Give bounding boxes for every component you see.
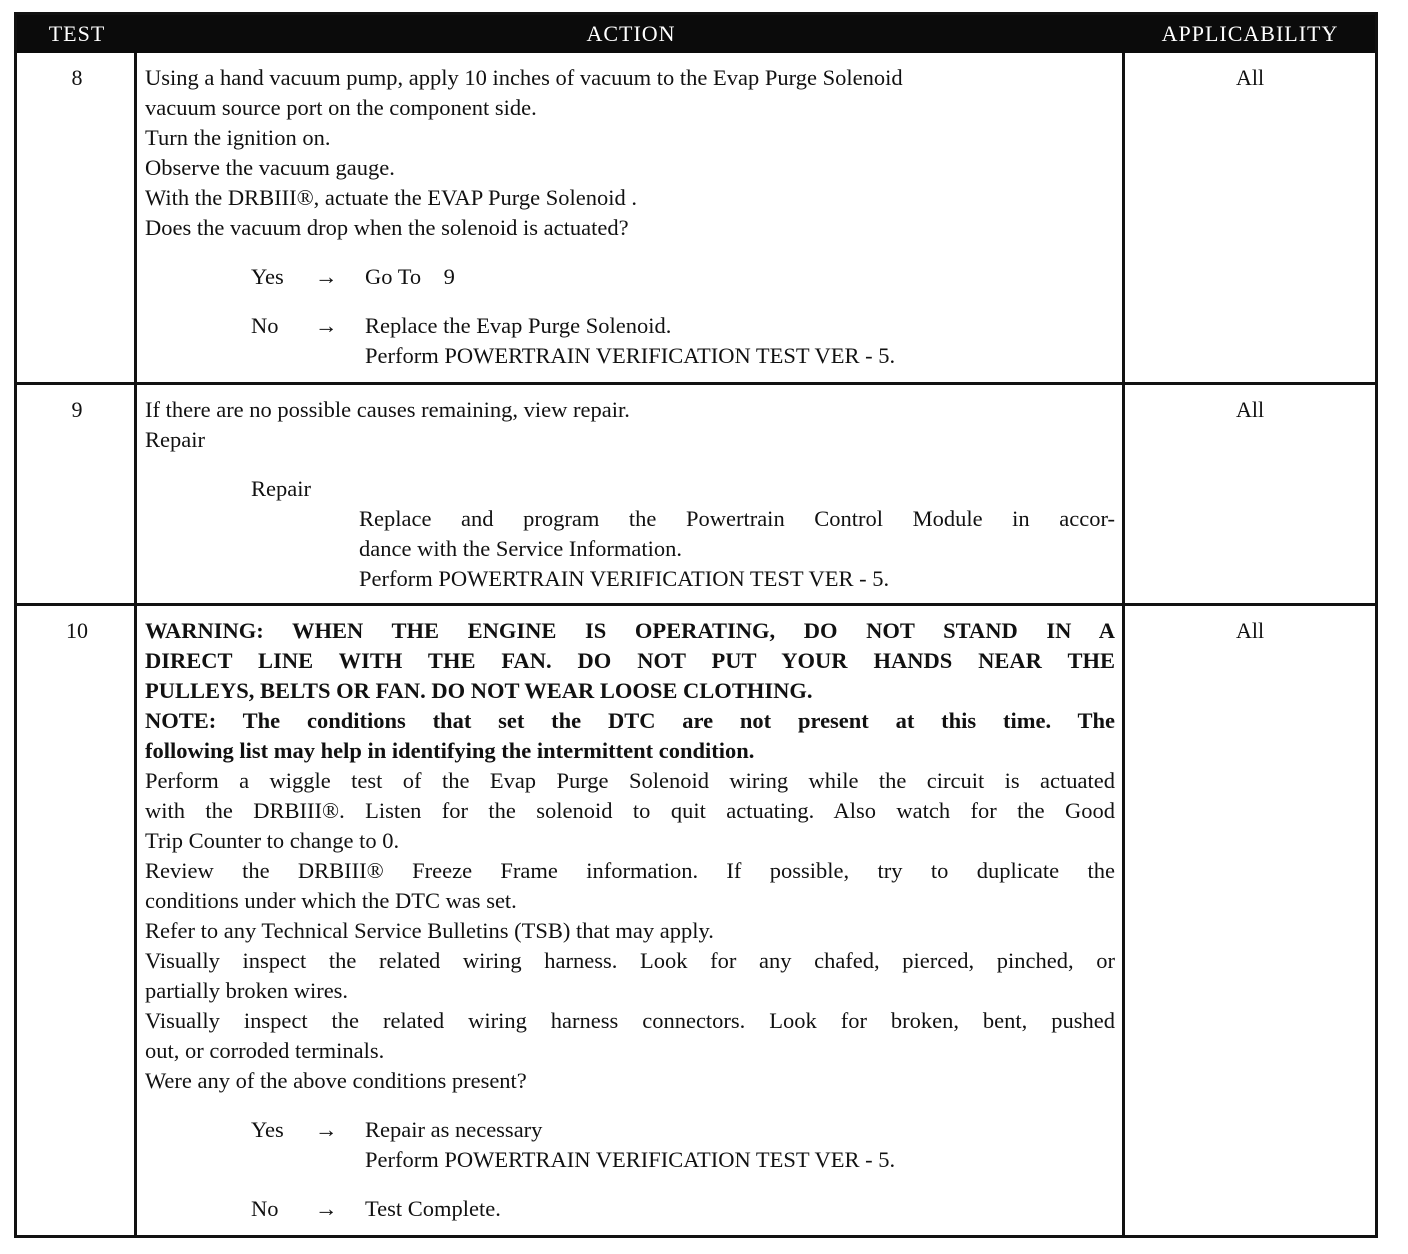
- action-line: Visually inspect the related wiring harness connectors. Look for broken, bent, pushed: [145, 1008, 1115, 1033]
- yes-branch: [145, 1115, 1115, 1145]
- column-divider: [134, 53, 137, 1235]
- repair-line: dance with the Service Information.: [359, 536, 683, 561]
- action-line: Visually inspect the related wiring harness. Look for any chafed, pierced, pinched, or: [145, 948, 1115, 973]
- test-row-9: [17, 385, 1375, 606]
- action-cell: [145, 63, 1115, 371]
- arrow-right-icon: →: [315, 313, 338, 338]
- applicability-value: All: [1235, 65, 1265, 90]
- note-line: following list may help in identifying the intermittent condition.: [145, 738, 755, 763]
- diagnostic-table: [14, 12, 1378, 1238]
- warning-line: PULLEYS, BELTS OR FAN. DO NOT WEAR LOOSE CLOTHING.: [145, 678, 813, 703]
- action-line: Repair: [145, 427, 205, 452]
- column-divider: [1122, 53, 1125, 1235]
- action-line: Observe the vacuum gauge.: [145, 155, 395, 180]
- yes-label: Yes: [251, 264, 284, 289]
- yes-text: Go To 9: [365, 264, 455, 289]
- action-line: Review the DRBIII® Freeze Frame information. If possible, try to duplicate the: [145, 858, 1115, 883]
- test-number: 8: [71, 65, 83, 90]
- action-line: Perform a wiggle test of the Evap Purge Solenoid wiring while the circuit is actuated: [145, 768, 1115, 793]
- action-cell: [145, 395, 1115, 594]
- repair-label: Repair: [251, 476, 311, 501]
- repair-line: Perform POWERTRAIN VERIFICATION TEST VER - 5.: [359, 566, 890, 591]
- warning-line: DIRECT LINE WITH THE FAN. DO NOT PUT YOUR HANDS NEAR THE: [145, 648, 1115, 673]
- action-line: Refer to any Technical Service Bulletins (TSB) that may apply.: [145, 918, 714, 943]
- action-line: Using a hand vacuum pump, apply 10 inches of vacuum to the Evap Purge Solenoid: [145, 65, 903, 90]
- warning-line: WARNING: WHEN THE ENGINE IS OPERATING, DO NOT STAND IN A: [145, 618, 1115, 643]
- action-line: vacuum source port on the component side.: [145, 95, 537, 120]
- applicability-value: All: [1235, 397, 1265, 422]
- header-applicability: APPLICABILITY: [1161, 21, 1339, 46]
- applicability-value: All: [1235, 618, 1265, 643]
- test-row-10: [17, 606, 1375, 1235]
- repair-line: Replace and program the Powertrain Control Module in accor-: [359, 506, 1115, 531]
- table-header: [17, 15, 1375, 53]
- test-row-8: [17, 53, 1375, 385]
- action-line: Were any of the above conditions present?: [145, 1068, 527, 1093]
- arrow-right-icon: →: [315, 264, 338, 289]
- action-line: Does the vacuum drop when the solenoid is actuated?: [145, 215, 629, 240]
- action-line: conditions under which the DTC was set.: [145, 888, 517, 913]
- no-label: No: [251, 1196, 279, 1221]
- action-line: partially broken wires.: [145, 978, 349, 1003]
- no-label: No: [251, 313, 279, 338]
- yes-text: Repair as necessary: [365, 1117, 543, 1142]
- header-test: TEST: [48, 21, 106, 46]
- action-line: out, or corroded terminals.: [145, 1038, 385, 1063]
- no-text-cont: Perform POWERTRAIN VERIFICATION TEST VER - 5.: [365, 343, 896, 368]
- test-number: 10: [66, 618, 88, 643]
- yes-branch: [145, 262, 1115, 292]
- action-line: Trip Counter to change to 0.: [145, 828, 400, 853]
- action-line: Turn the ignition on.: [145, 125, 331, 150]
- arrow-right-icon: →: [315, 1117, 338, 1142]
- no-text: Test Complete.: [365, 1196, 501, 1221]
- no-branch: [145, 1194, 1115, 1224]
- repair-body: [145, 504, 1115, 594]
- no-branch: [145, 311, 1115, 341]
- note-line: NOTE: The conditions that set the DTC are not present at this time. The: [145, 708, 1115, 733]
- test-number: 9: [71, 397, 83, 422]
- arrow-right-icon: →: [315, 1196, 338, 1221]
- no-text: Replace the Evap Purge Solenoid.: [365, 313, 672, 338]
- action-line: With the DRBIII®, actuate the EVAP Purge Solenoid .: [145, 185, 637, 210]
- action-cell: [145, 616, 1115, 1224]
- header-action: ACTION: [586, 21, 676, 46]
- action-line: with the DRBIII®. Listen for the solenoid to quit actuating. Also watch for the Good: [145, 798, 1115, 823]
- yes-text-cont: Perform POWERTRAIN VERIFICATION TEST VER - 5.: [365, 1147, 896, 1172]
- yes-label: Yes: [251, 1117, 284, 1142]
- action-line: If there are no possible causes remaining, view repair.: [145, 397, 630, 422]
